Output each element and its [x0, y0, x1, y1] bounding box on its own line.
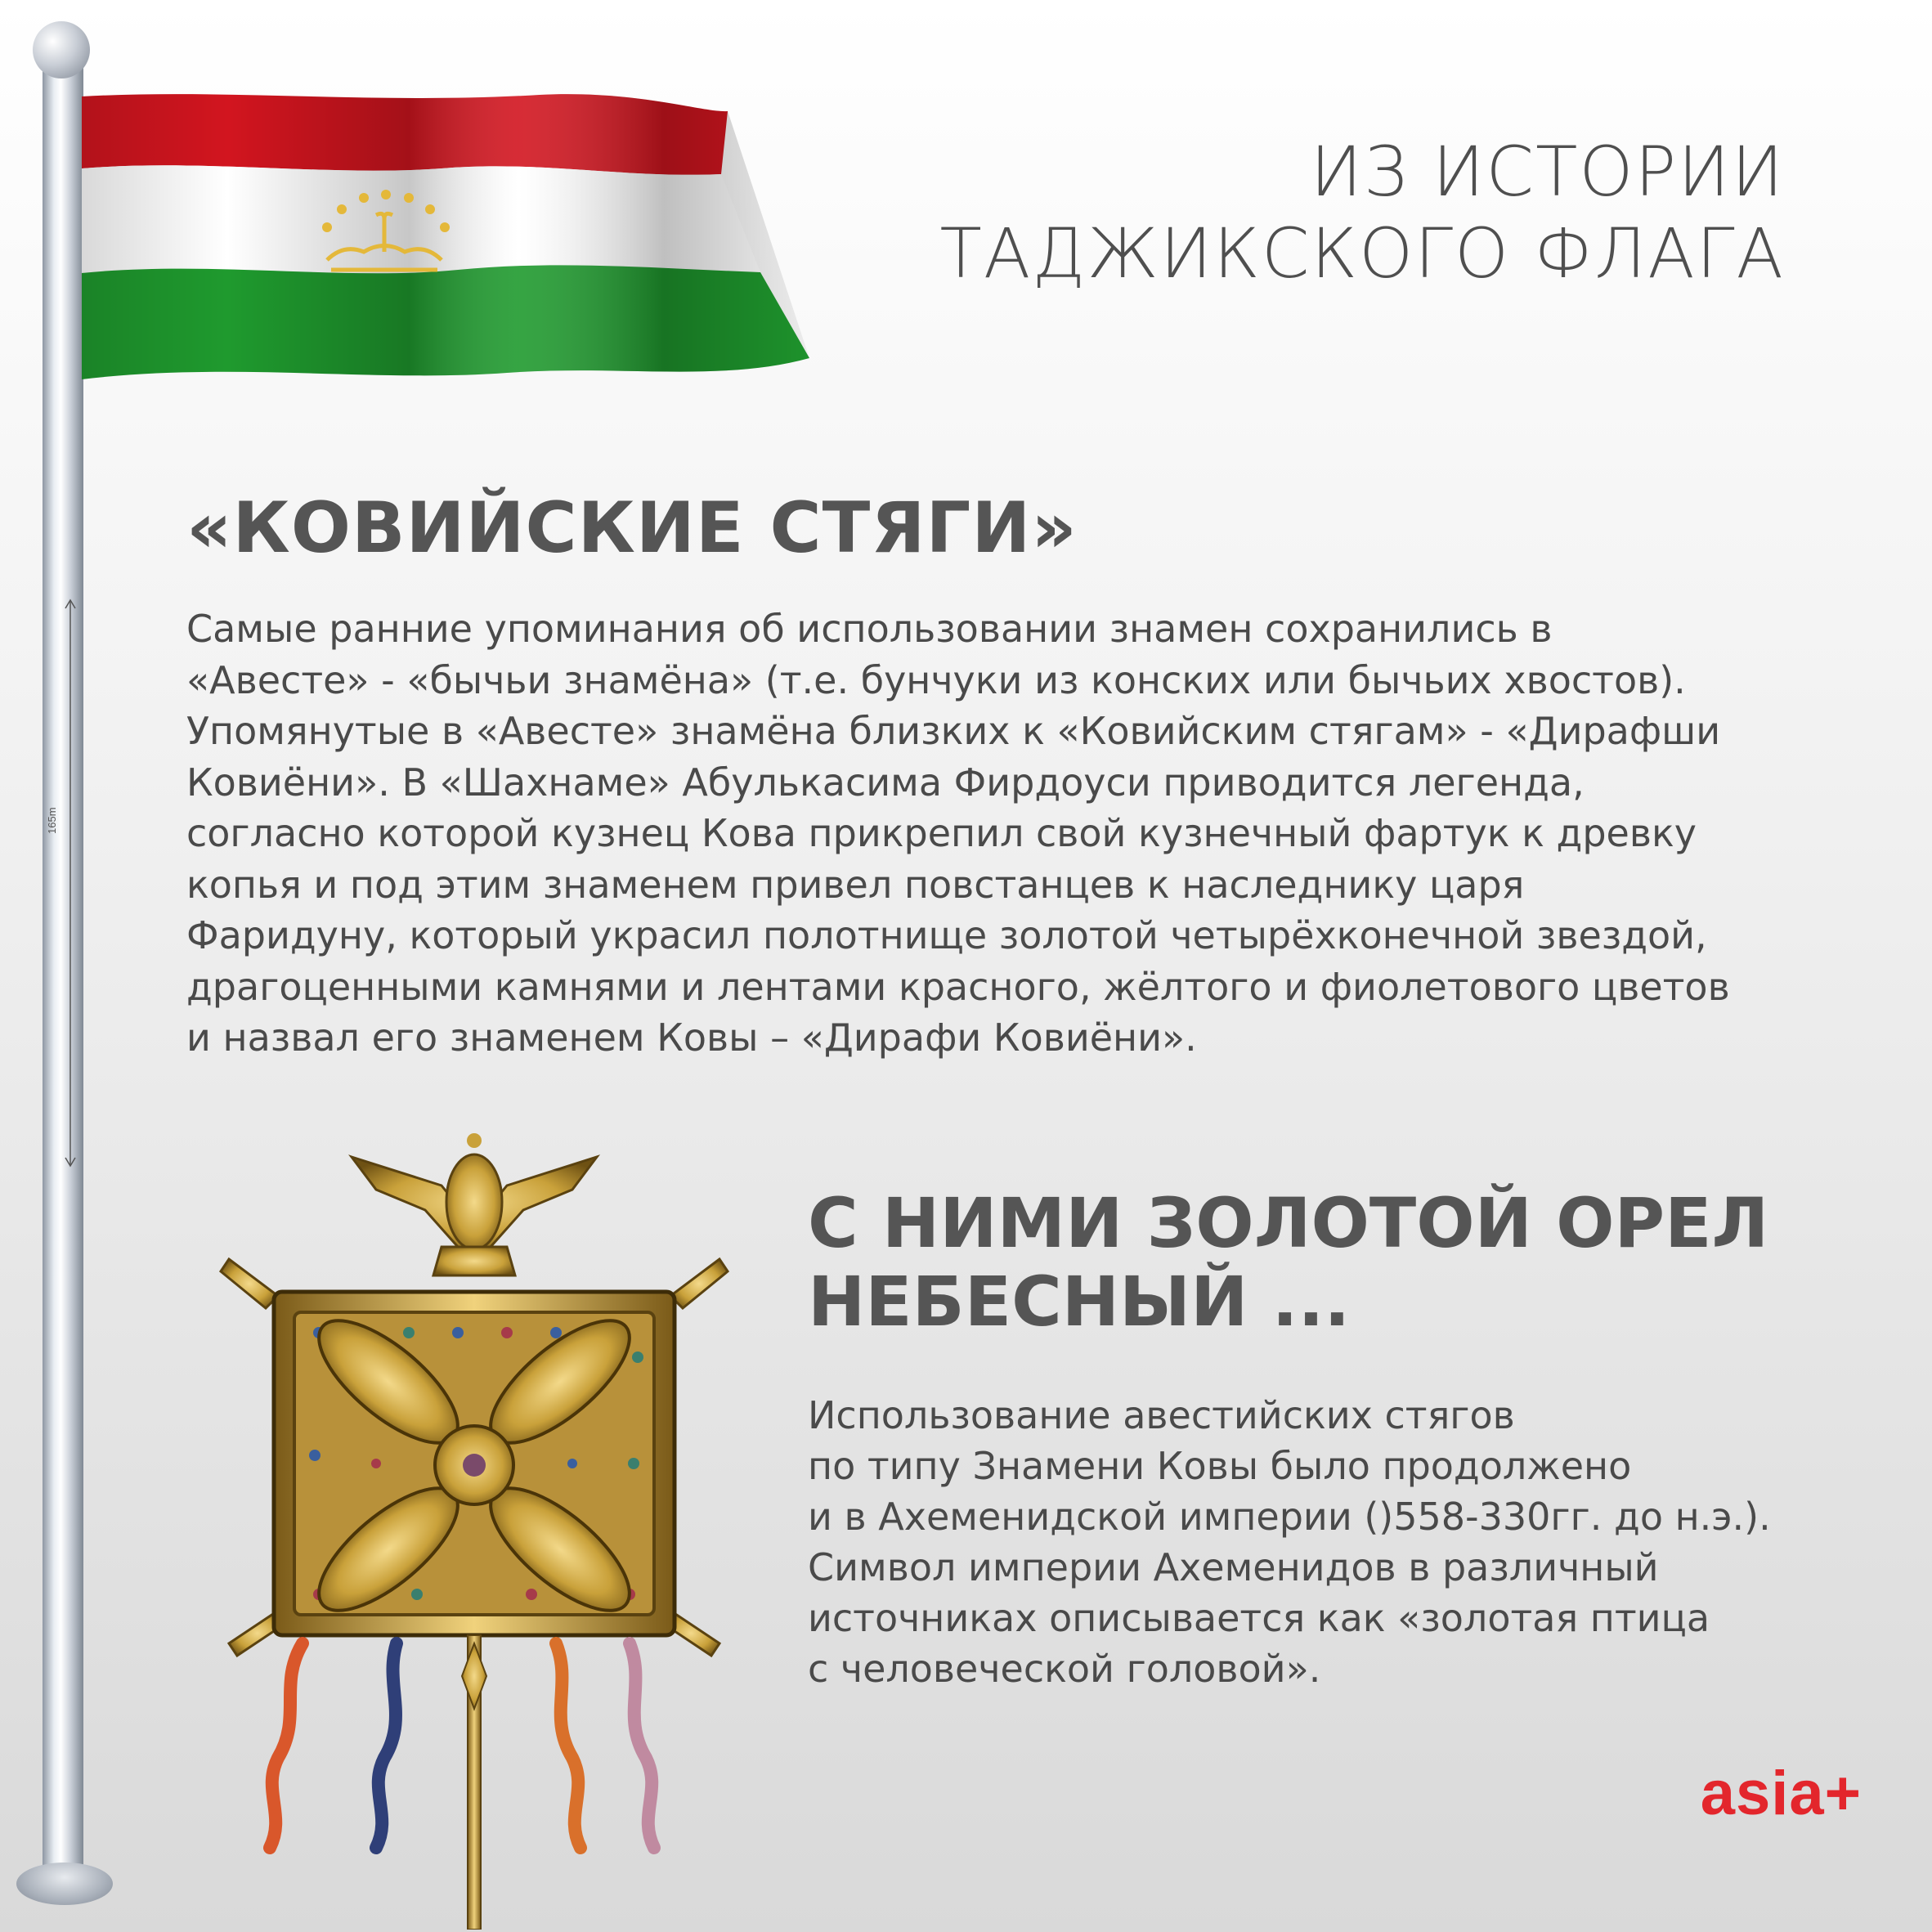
section2-heading-line2: НЕБЕСНЫЙ ... [808, 1262, 1351, 1342]
section1-line: «Авесте» - «бычьи знамёна» (т.е. бунчуки из конских или бычьих хвостов). [186, 657, 1686, 702]
page-title-line2: ТАДЖИКСКОГО ФЛАГА [939, 213, 1785, 294]
section2-line: по типу Знамени Ковы было продолжено [808, 1444, 1632, 1488]
section2-heading-line1: С НИМИ ЗОЛОТОЙ ОРЕЛ [808, 1183, 1769, 1263]
section2-line: с человеческой головой». [808, 1647, 1321, 1691]
flag-pole-base [16, 1863, 113, 1905]
section1-line: Ковиёни». В «Шахнаме» Абулькасима Фирдоуси приводится легенда, [186, 760, 1585, 805]
section1-line: и назвал его знаменем Ковы – «Дирафи Ковиёни». [186, 1015, 1197, 1060]
section2-heading [808, 1184, 1768, 1341]
section2-line: и в Ахеменидской империи ()558-330гг. до н.э.). [808, 1495, 1771, 1539]
asia-plus-logo: asia+ [1700, 1759, 1862, 1828]
section1-line: Упомянутые в «Авесте» знамёна близких к «Ковийским стягам» - «Дирафши [186, 709, 1721, 753]
page-title [804, 131, 1785, 294]
height-arrow-icon [64, 597, 77, 1169]
section1-line: согласно которой кузнец Кова прикрепил свой кузнечный фартук к древку [186, 811, 1697, 855]
section1-line: Фаридуну, который украсил полотнище золотой четырёхконечной звездой, [186, 913, 1707, 957]
section1-line: Самые ранние упоминания об использовании знамен сохранились в [186, 607, 1553, 651]
page-title-line1: ИЗ ИСТОРИИ [1310, 132, 1785, 212]
section2-line: Символ империи Ахеменидов в различный [808, 1545, 1659, 1589]
flag-pole [43, 47, 83, 1879]
eagle-icon [352, 1133, 597, 1275]
kaviani-banner-illustration [213, 1112, 736, 1930]
flag-pole-finial [33, 21, 90, 78]
section2-line: Использование авестийских стягов [808, 1393, 1515, 1437]
section1-line: драгоценными камнями и лентами красного, жёлтого и фиолетового цветов [186, 964, 1730, 1009]
section1-heading: «КОВИЙСКИЕ СТЯГИ» [186, 487, 1078, 569]
section1-line: копья и под этим знаменем привел повстанцев к наследнику царя [186, 862, 1525, 907]
pole-height-label: 165m [46, 807, 58, 834]
section2-line: источниках описывается как «золотая птица [808, 1596, 1710, 1640]
section1-body [186, 603, 1854, 1064]
section2-body [808, 1390, 1871, 1694]
tajik-flag [82, 88, 818, 399]
